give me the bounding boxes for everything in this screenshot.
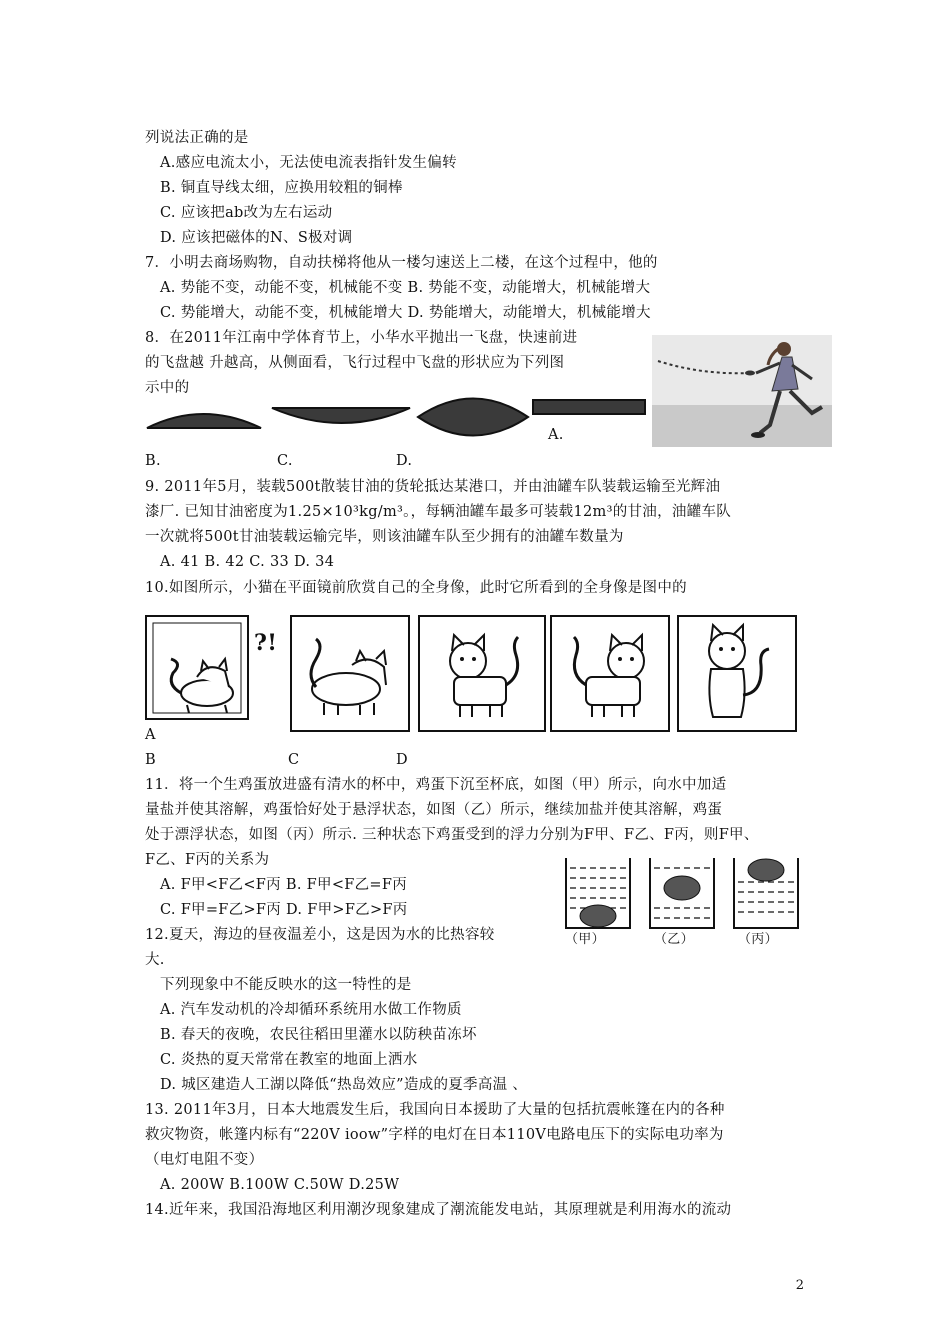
option-label-d: D xyxy=(396,752,408,768)
question-9: 9. 2011年5月，装载500t散装甘油的货轮抵达某港口，并由油罐车队装载运输至光辉油 xyxy=(145,479,721,495)
girl-throwing-frisbee-image xyxy=(652,335,832,447)
frisbee-option-a-shape xyxy=(145,402,263,432)
option-text: A. F甲<F乙<F丙 B. F甲<F乙=F丙 xyxy=(160,877,408,893)
question-11-line3: 处于漂浮状态，如图（丙）所示. 三种状态下鸡蛋受到的浮力分别为F甲、F乙、F丙，则F甲、 xyxy=(145,827,759,843)
cup-label-bing: （丙） xyxy=(738,932,778,947)
question-14: 14.近年来，我国沿海地区利用潮汐现象建成了潮流能发电站，其原理就是利用海水的流动 xyxy=(145,1202,732,1218)
option-label-a: A xyxy=(145,727,156,743)
question-mark-label: ?! xyxy=(254,630,278,656)
question-13-line2: 救灾物资，帐篷内标有“220V ioow”字样的电灯在日本110V电路电压下的实际电功率为 xyxy=(145,1127,724,1143)
cat-option-d-figure xyxy=(677,615,797,732)
question-9-line3: 一次就将500t甘油装载运输完毕，则该油罐车队至少拥有的油罐车数量为 xyxy=(145,529,624,545)
option-text: D. 城区建造人工湖以降低“热岛效应”造成的夏季高温 、 xyxy=(160,1077,528,1093)
question-12: 12.夏天，海边的昼夜温差小，这是因为水的比热容较 xyxy=(145,927,495,943)
option-label-c: C. xyxy=(277,453,293,469)
option-text: A. 势能不变，动能不变，机械能不变 B. 势能不变，动能增大，机械能增大 xyxy=(160,280,651,296)
cup-label-yi: （乙） xyxy=(654,932,694,947)
cup-label-jia: （甲） xyxy=(565,932,605,947)
question-11-line2: 量盐并使其溶解，鸡蛋恰好处于悬浮状态，如图（乙）所示，继续加盐并使其溶解，鸡蛋 xyxy=(145,802,723,818)
question-13-line3: （电灯电阻不变） xyxy=(145,1152,264,1168)
option-label-a: A. xyxy=(548,427,564,443)
question-8-line2: 的飞盘越 升越高，从侧面看，飞行过程中飞盘的形状应为下列图 xyxy=(145,355,565,371)
question-10: 10.如图所示，小猫在平面镜前欣赏自己的全身像，此时它所看到的全身像是图中的 xyxy=(145,580,687,596)
option-text: B. 铜直导线太细，应换用较粗的铜棒 xyxy=(160,180,403,196)
option-text: C. 势能增大，动能不变，机械能增大 D. 势能增大，动能增大，机械能增大 xyxy=(160,305,651,321)
cat-option-c-figure xyxy=(550,615,670,732)
question-12-line2: 大. xyxy=(145,952,165,968)
option-label-b: B. xyxy=(145,453,161,469)
frisbee-option-d-shape xyxy=(532,398,646,418)
option-text: B. 春天的夜晚，农民往稻田里灌水以防秧苗冻坏 xyxy=(160,1027,477,1043)
question-8: 8．在2011年江南中学体育节上，小华水平抛出一飞盘，快速前进 xyxy=(145,330,578,346)
option-text: D. 应该把磁体的N、S极对调 xyxy=(160,230,353,246)
question-8-line3: 示中的 xyxy=(145,380,190,396)
page-number: 2 xyxy=(795,1278,804,1293)
option-text: C. 应该把ab改为左右运动 xyxy=(160,205,333,221)
question-9-line2: 漆厂. 已知甘油密度为1.25×10³kg/m³。，每辆油罐车最多可装载12m³的甘油，油罐车队 xyxy=(145,504,732,520)
option-text: A. 汽车发动机的冷却循环系统用水做工作物质 xyxy=(160,1002,462,1018)
option-label-b: B xyxy=(145,752,156,768)
option-text: A. 200W B.100W C.50W D.25W xyxy=(160,1177,400,1193)
option-text: A.感应电流太小，无法使电流表指针发生偏转 xyxy=(160,155,457,171)
frisbee-option-b-shape xyxy=(270,404,412,434)
question-7: 7．小明去商场购物，自动扶梯将他从一楼匀速送上二楼，在这个过程中，他的 xyxy=(145,255,658,271)
frisbee-option-c-shape xyxy=(416,396,530,438)
cat-option-a-figure xyxy=(290,615,410,732)
option-text: C. F甲=F乙>F丙 D. F甲>F乙>F丙 xyxy=(160,902,408,918)
question-11: 11．将一个生鸡蛋放进盛有清水的杯中，鸡蛋下沉至杯底，如图（甲）所示，向水中加适 xyxy=(145,777,727,793)
option-text: C. 炎热的夏天常常在教室的地面上洒水 xyxy=(160,1052,418,1068)
cat-option-b-figure xyxy=(418,615,546,732)
option-text: A. 41 B. 42 C. 33 D. 34 xyxy=(160,554,335,570)
option-label-c: C xyxy=(288,752,300,768)
cat-mirror-original-figure xyxy=(145,615,249,720)
option-label-d: D. xyxy=(396,453,413,469)
question-13: 13. 2011年3月，日本大地震发生后，我国向日本援助了大量的包括抗震帐篷在内的各种 xyxy=(145,1102,725,1118)
text-line: 列说法正确的是 xyxy=(145,130,249,146)
question-12-line3: 下列现象中不能反映水的这一特性的是 xyxy=(160,977,412,993)
question-11-line4: F乙、F丙的关系为 xyxy=(145,852,270,868)
